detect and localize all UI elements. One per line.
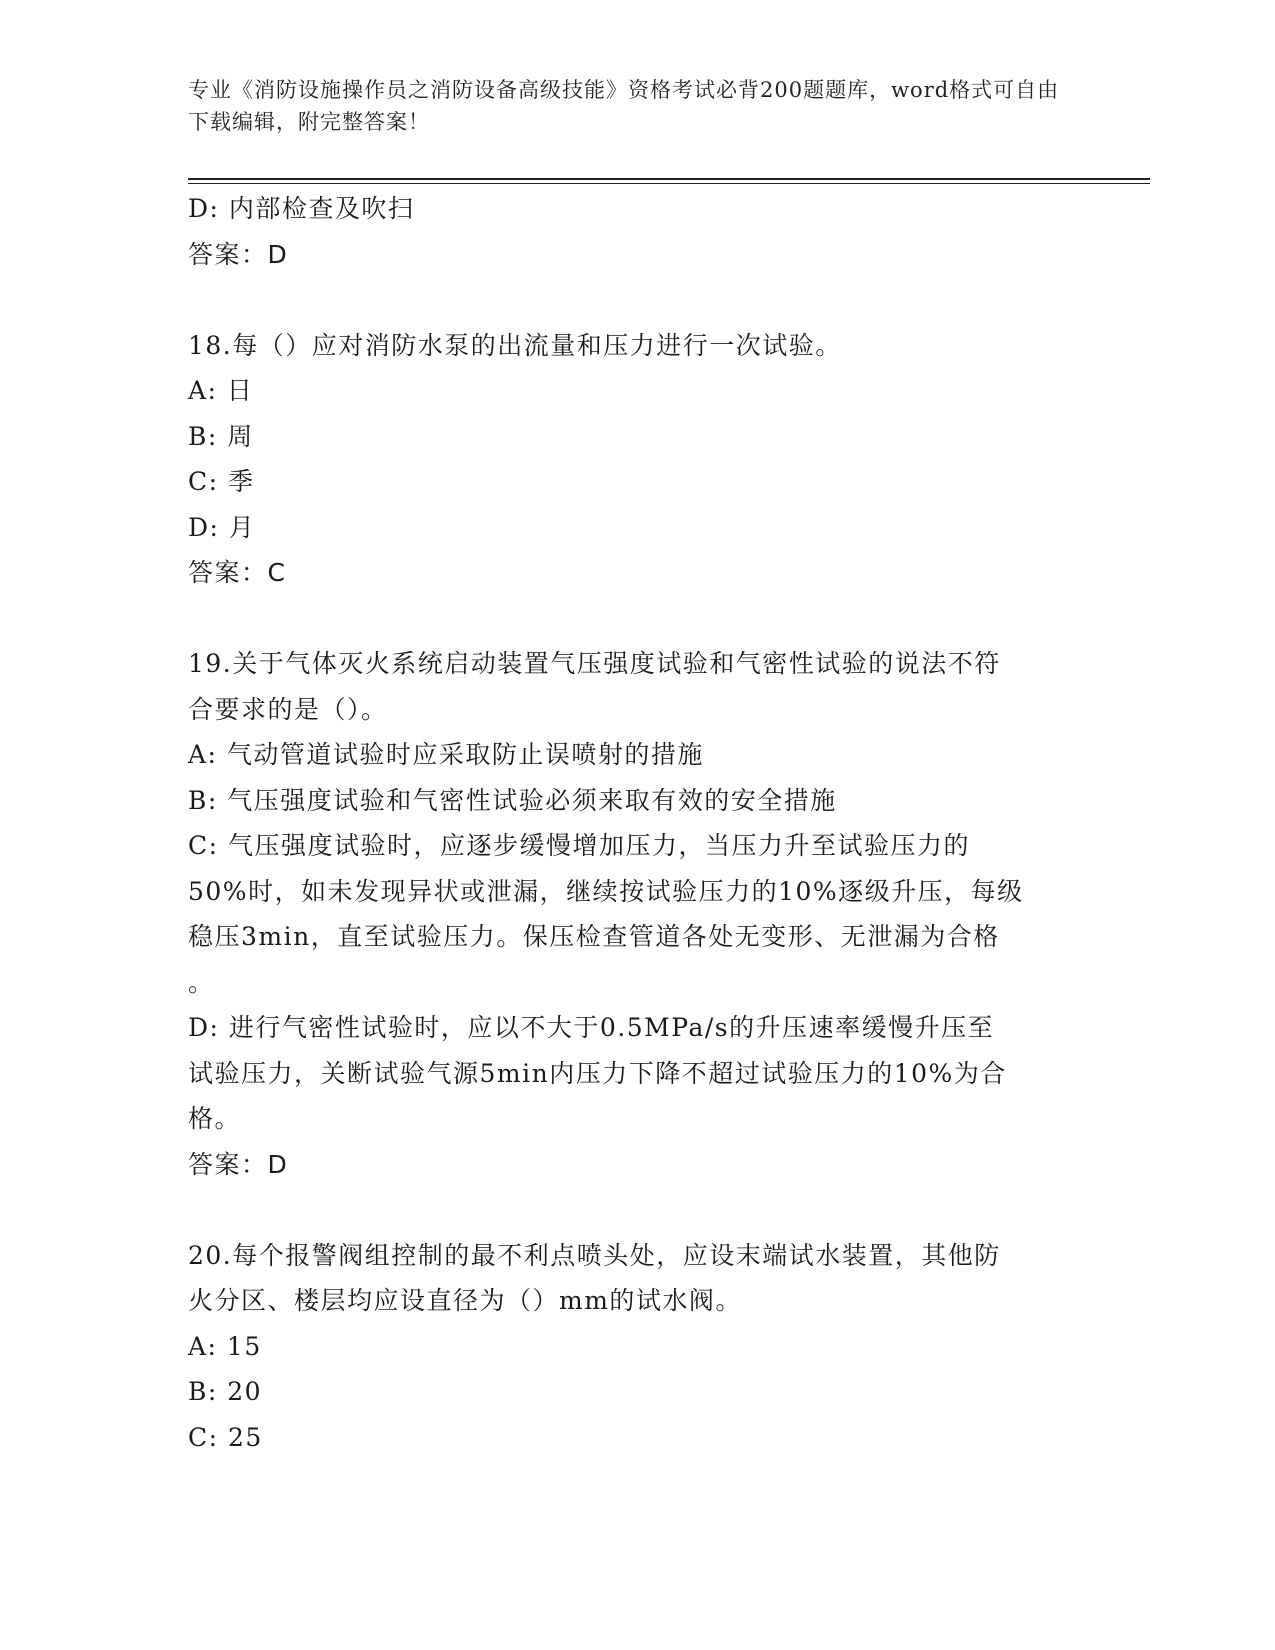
option-b: B: 20 — [188, 1377, 263, 1406]
option-a: A: 日 — [188, 376, 254, 405]
spacer — [188, 596, 1068, 642]
option-d: D: 月 — [188, 512, 256, 542]
option-d-line: 格。 — [188, 1104, 242, 1133]
spacer — [188, 1187, 1068, 1233]
header-divider-thick — [188, 178, 1150, 180]
option-d-line: D: 进行气密性试验时，应以不大于0.5MPa/s的升压速率缓慢升压至 — [188, 1013, 995, 1042]
question-20 — [188, 1233, 1068, 1461]
question-stem-line: 火分区、楼层均应设直径为（）mm的试水阀。 — [188, 1286, 742, 1315]
option-a: A: 气动管道试验时应采取防止误喷射的措施 — [188, 740, 704, 769]
answer: 答案：D — [188, 1149, 289, 1179]
document-body — [188, 186, 1068, 1460]
option-c-line: 。 — [188, 967, 215, 997]
option-c: C: 季 — [188, 467, 255, 496]
prev-option-d: D: 内部检查及吹扫 — [188, 194, 415, 223]
option-b: B: 周 — [188, 421, 254, 451]
question-19 — [188, 641, 1068, 1187]
spacer — [188, 277, 1068, 323]
option-b: B: 气压强度试验和气密性试验必须来取有效的安全措施 — [188, 785, 837, 815]
option-c-line: 50%时，如未发现异状或泄漏，继续按试验压力的10%逐级升压，每级 — [188, 876, 1024, 906]
option-c-line: 稳压3min，直至试验压力。保压检查管道各处无变形、无泄漏为合格 — [188, 922, 1000, 951]
header-divider-thin — [188, 183, 1150, 184]
question-stem-line: 19.关于气体灭火系统启动装置气压强度试验和气密性试验的说法不符 — [188, 649, 1001, 678]
option-a: A: 15 — [188, 1331, 262, 1361]
question-stem-line: 合要求的是（）。 — [188, 694, 388, 724]
option-d-line: 试验压力，关断试验气源5min内压力下降不超过试验压力的10%为合 — [188, 1058, 1007, 1088]
document-header: 专业《消防设施操作员之消防设备高级技能》资格考试必背200题题库，word格式可自由下载编辑，附完整答案！ — [188, 78, 1060, 134]
option-c-line: C: 气压强度试验时，应逐步缓慢增加压力，当压力升至试验压力的 — [188, 831, 971, 860]
prev-answer: 答案：D — [188, 239, 289, 269]
question-stem: 18.每（）应对消防水泵的出流量和压力进行一次试验。 — [188, 330, 842, 360]
answer: 答案：C — [188, 558, 287, 587]
question-stem-line: 20.每个报警阀组控制的最不利点喷头处，应设末端试水装置，其他防 — [188, 1240, 1001, 1270]
option-c: C: 25 — [188, 1422, 263, 1452]
question-18 — [188, 323, 1068, 596]
